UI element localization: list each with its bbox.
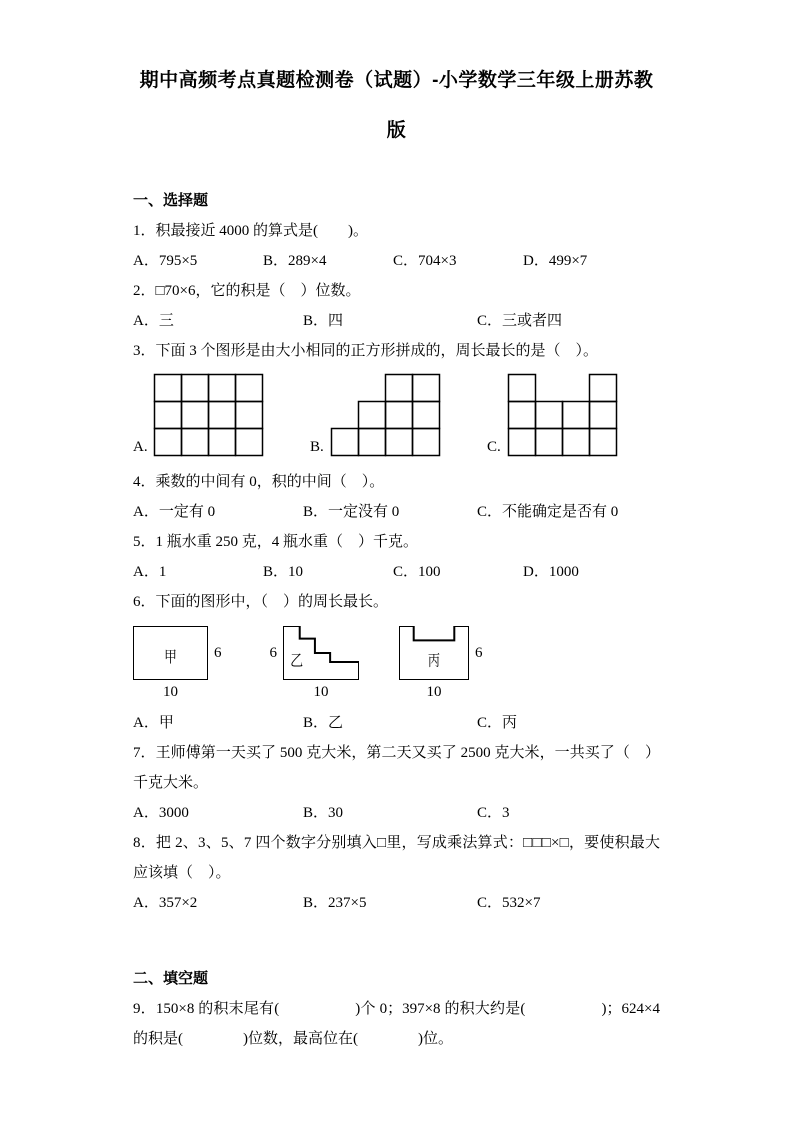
option-b: B．四: [303, 313, 344, 329]
option-c: C．三或者四: [477, 313, 563, 329]
question-9-text: 9．150×8 的积末尾有( )个 0；397×8 的积大约是( )；624×4 的积是( )位数，最高位在( )位。: [133, 1001, 660, 1047]
question-1-options: [133, 246, 660, 276]
option-a: A．甲: [133, 715, 174, 731]
height-dimension-label: 6: [475, 644, 483, 661]
figure-b: [310, 373, 441, 457]
question-4-options: [133, 497, 660, 527]
page-title-line2: 版: [386, 120, 407, 141]
option-c: C．532×7: [477, 895, 541, 911]
question-5-text: 5．1 瓶水重 250 克，4 瓶水重（ ）千克。: [133, 534, 419, 550]
shape-name-label: 乙: [290, 652, 304, 670]
option-b: B．237×5: [303, 895, 367, 911]
option-c: C．704×3: [393, 253, 457, 269]
question-7-text: 7．王师傅第一天买了 500 克大米，第二天又买了 2500 克大米，一共买了（ ）千克大米。: [133, 745, 660, 791]
question-6-options: [133, 708, 660, 738]
option-a: A．795×5: [133, 253, 198, 269]
question-7-options: [133, 798, 660, 828]
section-heading-fill-blank: 二、填空题: [133, 970, 209, 987]
width-dimension-label: 10: [163, 684, 178, 700]
option-d: D．499×7: [523, 253, 588, 269]
question-5-options: [133, 557, 660, 587]
height-dimension-label: 6: [269, 644, 277, 661]
width-dimension-label: 10: [426, 684, 442, 700]
option-d: D．1000: [523, 564, 579, 580]
option-c: C．3: [477, 805, 510, 821]
option-b: B．乙: [303, 715, 344, 731]
page-title: [133, 56, 660, 156]
shape-name-label: 丙: [428, 652, 440, 669]
question-3-figures: [133, 373, 660, 457]
figure-c-label: C.: [487, 439, 501, 455]
question-6-text: 6．下面的图形中，（ ）的周长最长。: [133, 594, 389, 610]
notched-shape: [399, 626, 469, 680]
option-a: A．1: [133, 564, 167, 580]
option-c: C．不能确定是否有 0: [477, 504, 619, 520]
option-a: A．三: [133, 313, 174, 329]
option-b: B．289×4: [263, 253, 327, 269]
figure-a-label: A.: [133, 439, 148, 455]
question-8-text: 8．把 2、3、5、7 四个数字分别填入□里，写成乘法算式：□□□×□，要使积最大应该填（ ）。: [133, 835, 660, 881]
figure-b-label: B.: [310, 439, 324, 455]
shape-yi: [264, 626, 360, 704]
rectangle-shape: [133, 626, 208, 680]
shape-jia: [133, 626, 228, 704]
page-title-line1: 期中高频考点真题检测卷（试题）-小学数学三年级上册苏教: [139, 70, 654, 91]
question-2-options: [133, 306, 660, 336]
option-a: A．357×2: [133, 895, 198, 911]
question-1-text: 1．积最接近 4000 的算式是( )。: [133, 223, 368, 239]
option-b: B．10: [263, 564, 304, 580]
option-a: A．一定有 0: [133, 504, 216, 520]
option-c: C．丙: [477, 715, 518, 731]
question-2-text: 2．□70×6，它的积是（ ）位数。: [133, 283, 361, 299]
question-3-text: 3．下面 3 个图形是由大小相同的正方形拼成的，周长最长的是（ ）。: [133, 343, 599, 359]
option-c: C．100: [393, 564, 441, 580]
option-b: B．一定没有 0: [303, 504, 400, 520]
figure-c: [487, 373, 618, 457]
square-grid-figure: [507, 373, 618, 457]
figure-a: [133, 373, 264, 457]
question-4-text: 4．乘数的中间有 0，积的中间（ ）。: [133, 474, 385, 490]
section-heading-choice: 一、选择题: [133, 192, 209, 209]
square-grid-figure: [153, 373, 264, 457]
height-dimension-label: 6: [214, 644, 222, 661]
shape-name-label: 甲: [164, 648, 177, 667]
option-b: B．30: [303, 805, 344, 821]
square-grid-figure: [330, 373, 441, 457]
option-a: A．3000: [133, 805, 189, 821]
question-6-figures: [133, 626, 660, 704]
shape-bing: [399, 626, 489, 704]
width-dimension-label: 10: [313, 684, 329, 700]
staircase-shape: [283, 626, 359, 680]
question-8-options: [133, 888, 660, 918]
